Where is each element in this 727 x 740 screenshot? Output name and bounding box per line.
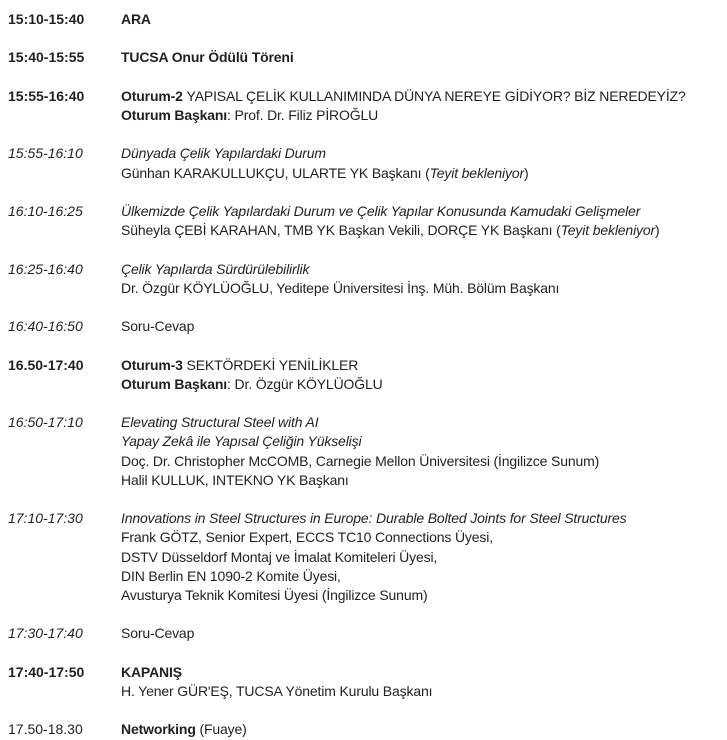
text-segment: YAPISAL ÇELİK KULLANIMINDA DÜNYA NEREYE GİDİYOR? BİZ NEREDEYİZ? xyxy=(186,87,686,104)
text-segment: Dr. Özgür KÖYLÜOĞLU, Yeditepe Üniversitesi İnş. Müh. Bölüm Başkanı xyxy=(121,279,560,296)
text-segment: DIN Berlin EN 1090-2 Komite Üyesi, xyxy=(121,567,341,584)
schedule-entry xyxy=(0,202,727,240)
text-segment: Soru-Cevap xyxy=(121,625,195,642)
time-slot: 17:10-17:30 xyxy=(8,510,83,527)
entry-content xyxy=(121,663,727,701)
text-segment: Oturum-3 xyxy=(121,356,187,373)
entry-content xyxy=(121,317,727,336)
schedule-entry xyxy=(0,317,727,336)
entry-content xyxy=(121,10,727,29)
text-segment: H. Yener GÜR'EŞ, TUCSA Yönetim Kurulu Başkanı xyxy=(121,682,433,699)
text-segment: Ülkemizde Çelik Yapılardaki Durum ve Çelik Yapılar Konusunda Kamudaki Gelişmeler xyxy=(121,202,641,219)
schedule-entry xyxy=(0,356,727,394)
text-segment: DSTV Düsseldorf Montaj ve İmalat Komiteleri Üyesi, xyxy=(121,548,438,565)
text-segment: Oturum Başkanı xyxy=(121,106,228,123)
text-segment: Frank GÖTZ, Senior Expert, ECCS TC10 Connections Üyesi, xyxy=(121,529,493,546)
text-segment: Günhan KARAKULLUKÇU, ULARTE YK Başkanı ( xyxy=(121,164,430,181)
text-segment: : Dr. Özgür KÖYLÜOĞLU xyxy=(227,375,383,392)
schedule-entry xyxy=(0,10,727,29)
entry-line xyxy=(121,586,727,605)
schedule-entry xyxy=(0,624,727,643)
time-slot: 16:10-16:25 xyxy=(8,202,83,219)
time-slot: 16:25-16:40 xyxy=(8,260,83,277)
time-slot: 16.50-17:40 xyxy=(8,356,84,373)
text-segment: Yapay Zekâ ile Yapısal Çeliğin Yükselişi xyxy=(121,433,362,450)
entry-line xyxy=(121,87,727,106)
entry-line xyxy=(121,164,727,183)
text-segment: Teyit bekleniyor xyxy=(429,164,524,181)
entry-content xyxy=(121,144,727,182)
entry-line xyxy=(121,682,727,701)
time-slot: 17:40-17:50 xyxy=(8,663,85,680)
entry-content xyxy=(121,720,727,739)
time-slot: 17.50-18.30 xyxy=(8,721,83,738)
text-segment: Süheyla ÇEBİ KARAHAN, TMB YK Başkan Vekili, DORÇE YK Başkanı ( xyxy=(121,222,561,239)
text-segment: Doç. Dr. Christopher McCOMB, Carnegie Mellon Üniversitesi (İngilizce Sunum) xyxy=(121,452,600,469)
schedule-entry xyxy=(0,509,727,605)
entry-line xyxy=(121,375,727,394)
entry-content xyxy=(121,260,727,298)
text-segment: Avusturya Teknik Komitesi Üyesi (İngilizce Sunum) xyxy=(121,586,428,603)
schedule-entry xyxy=(0,720,727,739)
entry-content xyxy=(121,87,727,125)
time-slot: 15:40-15:55 xyxy=(8,49,85,66)
entry-line xyxy=(121,48,727,67)
text-segment: Oturum-2 xyxy=(121,87,187,104)
text-segment: Soru-Cevap xyxy=(121,318,195,335)
entry-content xyxy=(121,202,727,240)
entry-content xyxy=(121,356,727,394)
entry-line xyxy=(121,260,727,279)
text-segment: TUCSA Onur Ödülü Töreni xyxy=(121,49,294,66)
schedule-entry xyxy=(0,260,727,298)
text-segment: Innovations in Steel Structures in Europe: Durable Bolted Joints for Steel Structures xyxy=(121,510,627,527)
text-segment: ARA xyxy=(121,11,151,27)
entry-line xyxy=(121,528,727,547)
text-segment: Elevating Structural Steel with AI xyxy=(121,414,319,431)
entry-line xyxy=(121,720,727,739)
schedule-entry xyxy=(0,663,727,701)
time-slot: 16:50-17:10 xyxy=(8,414,83,431)
schedule-entry xyxy=(0,48,727,67)
text-segment: Oturum Başkanı xyxy=(121,375,228,392)
text-segment: ) xyxy=(655,222,660,239)
text-segment: (Fuaye) xyxy=(195,721,247,738)
entry-line xyxy=(121,356,727,375)
entry-line xyxy=(121,279,727,298)
entry-line xyxy=(121,663,727,682)
entry-content xyxy=(121,48,727,67)
schedule-entry xyxy=(0,144,727,182)
entry-line xyxy=(121,317,727,336)
entry-line xyxy=(121,10,727,29)
text-segment: : Prof. Dr. Filiz PİROĞLU xyxy=(227,106,379,123)
entry-content xyxy=(121,413,727,490)
text-segment: Teyit bekleniyor xyxy=(560,222,656,239)
text-segment: Çelik Yapılarda Sürdürülebilirlik xyxy=(121,260,310,277)
entry-line xyxy=(121,452,727,471)
text-segment: Networking xyxy=(121,721,196,738)
time-slot: 15:10-15:40 xyxy=(8,11,85,27)
entry-line xyxy=(121,221,727,240)
entry-line xyxy=(121,106,727,125)
entry-line xyxy=(121,413,727,432)
entry-content xyxy=(121,509,727,605)
text-segment: ) xyxy=(523,164,529,181)
time-slot: 16:40-16:50 xyxy=(8,318,83,335)
entry-line xyxy=(121,548,727,567)
entry-content xyxy=(121,624,727,643)
text-segment: Dünyada Çelik Yapılardaki Durum xyxy=(121,145,326,162)
text-segment: KAPANIŞ xyxy=(121,663,182,680)
text-segment: SEKTÖRDEKİ YENİLİKLER xyxy=(186,356,359,373)
entry-line xyxy=(121,432,727,451)
time-slot: 17:30-17:40 xyxy=(8,625,83,642)
entry-line xyxy=(121,509,727,528)
entry-line xyxy=(121,567,727,586)
entry-line xyxy=(121,144,727,163)
time-slot: 15:55-16:40 xyxy=(8,87,85,104)
entry-line xyxy=(121,202,727,221)
schedule-entry xyxy=(0,413,727,490)
schedule-entry xyxy=(0,87,727,125)
entry-line xyxy=(121,624,727,643)
time-slot: 15:55-16:10 xyxy=(8,145,83,162)
text-segment: Halil KULLUK, INTEKNO YK Başkanı xyxy=(121,471,349,488)
entry-line xyxy=(121,471,727,490)
